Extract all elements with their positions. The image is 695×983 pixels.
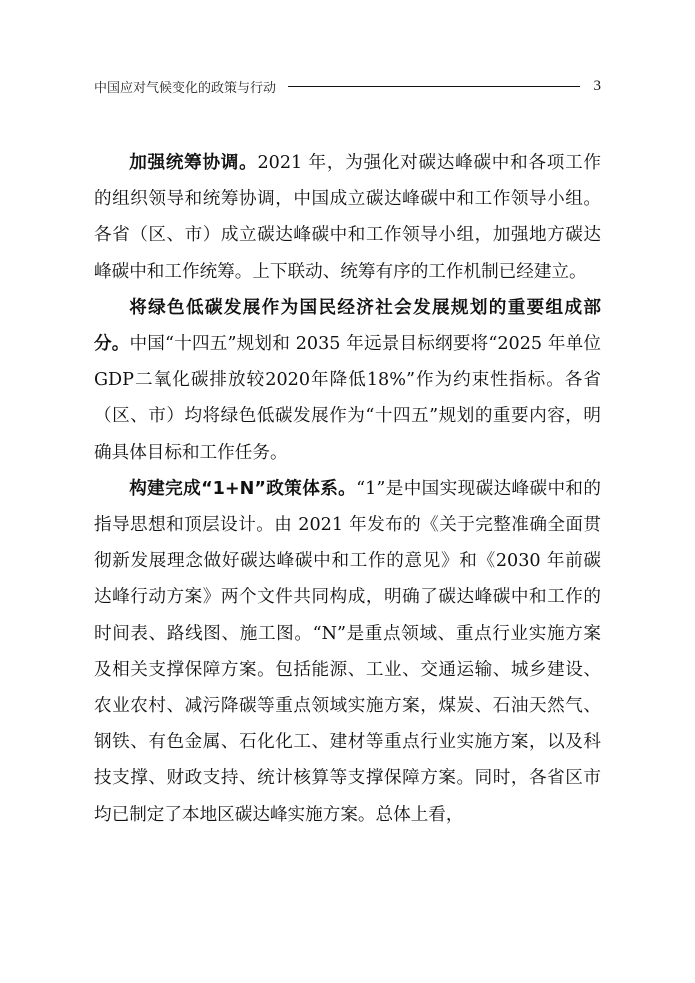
paragraph-lead: 将绿色低碳发展作为国民经济社会发展规划的重要组成部分。 — [94, 297, 601, 355]
paragraph-coordination — [94, 145, 601, 290]
paragraph-lead: 加强统筹协调。 — [129, 153, 258, 173]
paragraph-policy-system — [94, 471, 601, 833]
paragraph-text: 2021 年，为强化对碳达峰碳中和各项工作的组织领导和统筹协调，中国成立碳达峰碳中和工作领导小组。各省（区、市）成立碳达峰碳中和工作领导小组，加强地方碳达峰碳中和工作统筹。上下联动、统筹有序的工作机制已经建立。 — [94, 153, 601, 282]
paragraph-text: “1”是中国实现碳达峰碳中和的指导思想和顶层设计。由 2021 年发布的《关于完整准确全面贯彻新发展理念做好碳达峰碳中和工作的意见》和《2030 年前碳达峰行动方案》两个文件共同构成，明确了碳达峰碳中和工作的时间表、路线图、施工图。“N”是重点领域、重点行业实施方案及相关支撑保障方案。包括能源、工业、交通运输、城乡建设、农业农村、减污降碳等重点领域实施方案，煤炭、石油天然气、钢铁、有色金属、石化化工、建材等重点行业实施方案，以及科技支撑、财政支持、统计核算等支撑保障方案。同时，各省区市均已制定了本地区碳达峰实施方案。总体上看， — [94, 478, 601, 825]
paragraph-green-development — [94, 290, 601, 471]
body-text — [94, 145, 601, 833]
page-number: 3 — [593, 77, 601, 94]
header-rule — [288, 86, 579, 87]
paragraph-lead: 构建完成“1+N”政策体系。 — [129, 478, 357, 499]
running-header — [94, 74, 601, 98]
paragraph-text: 中国“十四五”规划和 2035 年远景目标纲要将“2025 年单位GDP二氧化碳排放较2020年降低18%”作为约束性指标。各省（区、市）均将绿色低碳发展作为“十四五”规划的重要内容，明确具体目标和工作任务。 — [94, 334, 601, 463]
header-title: 中国应对气候变化的政策与行动 — [94, 80, 277, 96]
